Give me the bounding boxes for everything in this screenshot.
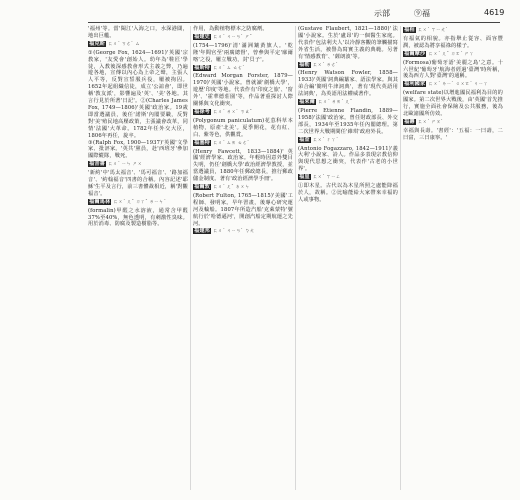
entry-body <box>193 26 293 33</box>
entry-headword <box>298 174 398 182</box>
headword-text: 福斯特 <box>194 64 211 71</box>
entry-body <box>193 118 293 139</box>
headword-text: 福勒 <box>299 61 310 68</box>
definition-text: ①即木星。古代以為木星所照之處能降福於人，故稱。②比喻能給大家帶來幸福的人或事物。 <box>298 183 398 203</box>
definition-text: (Pierre Etienne Flandin, 1889—1958)'法國'政治家。曾任財政部長、外交部長，1934年至1935年任內閣總理。第二次世界大戰期間任'維琪'政府外長。 <box>298 107 398 135</box>
header-rule <box>88 22 500 23</box>
column-divider <box>190 26 191 490</box>
entry-body <box>403 36 503 50</box>
definition-text: '福州'等。當'閩江'入海之口，水深港闊，地出巨艦。 <box>88 26 188 39</box>
entry-headword <box>403 51 503 59</box>
entry-body <box>298 108 398 136</box>
headword-text: 福查 <box>299 136 310 143</box>
headword-phonetic: ㄈㄨˊ ㄔㄚˊ <box>312 137 339 143</box>
headword-text: 福建史 <box>194 33 211 40</box>
entry-body <box>298 70 398 98</box>
definition-text: (Henry Fawcett, 1833—1884)'英國'經濟學家、政治家。年輕時因意外雙目失明，仍任'劍橋大學'政治經濟學教授，並當選議員，1880年任郵政總長，推行郵政儲金制度。著有'政治經濟學手冊'。 <box>193 148 293 183</box>
page-number: 4619 <box>484 8 505 17</box>
headword-phonetic: ㄈㄨˊ ㄐㄧㄢˋ ㄅㄤ <box>213 229 255 235</box>
text-column-3 <box>298 26 398 204</box>
column-divider <box>400 26 401 490</box>
text-column-1 <box>88 26 188 228</box>
entry-headword <box>403 119 503 127</box>
entry-body <box>88 170 188 198</box>
headword-phonetic: ㄈㄨˊ ㄌㄨˋ ㄎㄠˇ <box>213 109 253 115</box>
definition-text: ①(George Fox, 1624—1691)'英國'宗教家，'友愛會'創始人。幼年為'鞋匠'學徒，入教後深感教會形式主義之弊，乃遍遊各地，宣傳以內心為上帝之聲，主張人人平等，反對宣誓服兵役，屢被拘囚。1652年起組織信徒，成立'公誼會'，即世稱'教友派'，影響遍及'英'、'美'各地。其言行見於所著'日記'。②(Charles James Fox, 1749—1806)'英國'政治家。19歲即當選議員，後任'諾斯'內閣要職，反對對'美'殖民地高壓政策，主張議會改革，同情'法國'大革命。1782年任外交大臣，1806年再任，旋卒。 <box>88 49 188 139</box>
definition-text: (Gustave Flaubert, 1821—1880)'法國'小說家。生於'盧昂'的一個醫生家庭。代表作'包法利夫人'以冷靜客觀的筆觸描寫外省生活，被譽為寫實主義的典範。另著有'情感教育'、'薩朗波'等。 <box>298 26 398 60</box>
headword-text: 福爾摩沙 <box>404 50 426 57</box>
entry-body <box>298 183 398 204</box>
entry-headword <box>88 41 188 49</box>
definition-text: (Polygonum paniculatum)花荵科草本植物，原產'北美'。夏季開花，花有紅、白、紫等色，供觀賞。 <box>193 117 293 138</box>
headword-phonetic: ㄈㄨˊ ㄙㄞ ㄊㄜˋ <box>213 140 250 146</box>
entry-body <box>193 193 293 228</box>
headword-text: 福壽 <box>404 118 415 125</box>
definition-text: (Robert Fulton, 1765—1815)'美國'工程師、發明家。早年習畫，後專心研究運河及輪船。1807年所造汽船'克萊蒙特'號航行於'哈德遜河'，開創汽船定期航運之先河。 <box>193 192 293 227</box>
headword-text: 福音書 <box>89 161 106 168</box>
entry-body <box>298 146 398 174</box>
headword-text: 福克斯 <box>89 40 106 47</box>
definition-text: (Edward Morgan Forster, 1879—1970)'英國'小說家。曾就讀'劍橋大學'，遊歷'印度'等地。代表作有'印度之旅'、'窗外'、'霍華德莊園'等，作品著重探討人際關係與文化衝突。 <box>193 73 293 108</box>
column-divider <box>295 26 296 490</box>
headword-phonetic: ㄈㄨˊ ㄕㄡˋ <box>417 119 444 125</box>
headword-phonetic: ㄈㄨˊ ㄒㄧㄥ <box>312 175 341 181</box>
radical-label: 示部 <box>374 9 390 18</box>
definition-text: 幸福與長壽。'書經'：'五福：一曰壽，二曰富，三曰康寧。' <box>403 127 503 141</box>
headword-text: 福祿考 <box>194 108 211 115</box>
entry-headword <box>403 27 503 35</box>
entry-body <box>193 149 293 184</box>
headword-phonetic: ㄈㄨˊ ㄎㄜˋ ㄙ <box>108 41 140 47</box>
headword-text: 福星 <box>299 174 310 181</box>
entry-body <box>403 90 503 118</box>
entry-body <box>298 26 398 61</box>
headword-phonetic: ㄈㄨˊ ㄦˇ ㄇㄚˇ ㄌㄧㄣˊ <box>113 199 166 205</box>
definition-text: (Antonio Fogazzaro, 1842—1911)'義大利'小說家、詩人。作品多表現宗教信仰與現代思想之衝突，代表作'古老的小世界'。 <box>298 145 398 173</box>
headword-phonetic: ㄈㄨˊ ㄒㄧㄤˋ <box>417 28 448 33</box>
entry-headword <box>88 161 188 169</box>
entry-body <box>88 26 188 40</box>
entry-body <box>193 43 293 64</box>
definition-text: (welfare state)以增進國民福利為目的的國家。第二次世界大戰後，由'英國'首先推行，實施全面社會保險及公共服務，後為北歐諸國所仿效。 <box>403 90 503 117</box>
definition-text: (formalin)甲醛之水溶液，通常含甲醛37%至40%，無色透明，有刺激性臭味。用於消毒、防腐及製造樹脂等。 <box>88 207 188 228</box>
headword-phonetic: ㄈㄨˊ ㄌㄞˊ ㄦˇ <box>318 100 353 106</box>
headword-phonetic: ㄈㄨˊ ㄦˇ ㄉㄨㄣ <box>213 185 250 191</box>
entry-headword <box>298 99 398 107</box>
entry-body <box>403 60 503 81</box>
headword-phonetic: ㄈㄨˊ ㄐㄧㄢˋ ㄕˇ <box>213 34 253 40</box>
headword-text: 福爾敦 <box>194 184 211 191</box>
entry-headword <box>193 228 293 236</box>
definition-text: (Henry Watson Fowler, 1858—1933)'英國'詞典編纂家、語法學家。與其弟合編'簡明牛津詞典'，著有'現代英語用法詞典'，為英語用法權威著作。 <box>298 70 398 98</box>
entry-headword <box>193 34 293 42</box>
definition-text: (Formosa)葡萄牙語'美麗之島'之意。十六世紀'葡萄牙'航海者經過'臺灣'時所稱，後為西方人對'臺灣'的通稱。 <box>403 59 503 80</box>
headword-phonetic: ㄈㄨˊ ㄙ ㄊㄜˋ <box>213 65 245 71</box>
entry-headword <box>298 137 398 145</box>
headword-phonetic: ㄈㄨˊ ㄌㄜˋ <box>312 62 339 68</box>
headword-phonetic: ㄈㄨˊ ㄌㄧˋ ㄍㄨㄛˊ ㄐㄧㄚ <box>428 82 488 88</box>
entry-headword <box>403 81 503 89</box>
entry-headword <box>298 62 398 70</box>
definition-text: '新約'中'馬太福音'、'馬可福音'、'路加福音'、'約翰福音'四書的合稱。內容記述'耶穌'生平及言行，前三書體裁相近，稱'對觀福音'。 <box>88 170 188 197</box>
entry-body <box>193 73 293 108</box>
entry-headword <box>88 199 188 207</box>
entry-body <box>88 140 188 161</box>
entry-headword <box>193 65 293 73</box>
character-label: ⑨福 <box>414 9 430 18</box>
headword-phonetic: ㄈㄨˊ ㄦˇ ㄇㄛˊ ㄕㄚ <box>428 51 474 57</box>
text-column-4 <box>403 26 503 142</box>
headword-text: 福建邦 <box>194 228 211 235</box>
headword-text: 福塞特 <box>194 139 211 146</box>
page-header <box>0 6 520 22</box>
entry-headword <box>193 140 293 148</box>
headword-phonetic: ㄈㄨˊ ㄧㄣ ㄕㄨ <box>108 162 143 168</box>
headword-text: 福相 <box>404 27 415 33</box>
definition-text: 作用，為動植物標本之防腐劑。 <box>193 26 268 32</box>
entry-body <box>403 128 503 142</box>
entry-body <box>88 50 188 140</box>
entry-headword <box>193 109 293 117</box>
headword-text: 福爾馬林 <box>89 198 111 205</box>
definition-text: ③(Ralph Fox, 1900—1937)'英國'文學家、批評家。'英共'黨員，赴'西班牙'參加國際縱隊，戰死。 <box>88 139 188 160</box>
headword-text: 福利國家 <box>404 81 426 88</box>
headword-text: 福來爾 <box>299 99 316 106</box>
definition-text: (1754—1796)'清'滿洲鑲黃旗人。'乾隆'年間官至'兩廣總督'，曾參與平定'廓爾喀'之役，屢立戰功，封'貝子'。 <box>193 42 293 63</box>
definition-text: 有福氣的相貌。亦指舉止從容、面容豐潤，被認為將享福祿的樣子。 <box>403 35 503 49</box>
entry-headword <box>193 184 293 192</box>
text-column-2 <box>193 26 293 237</box>
entry-body <box>88 208 188 229</box>
